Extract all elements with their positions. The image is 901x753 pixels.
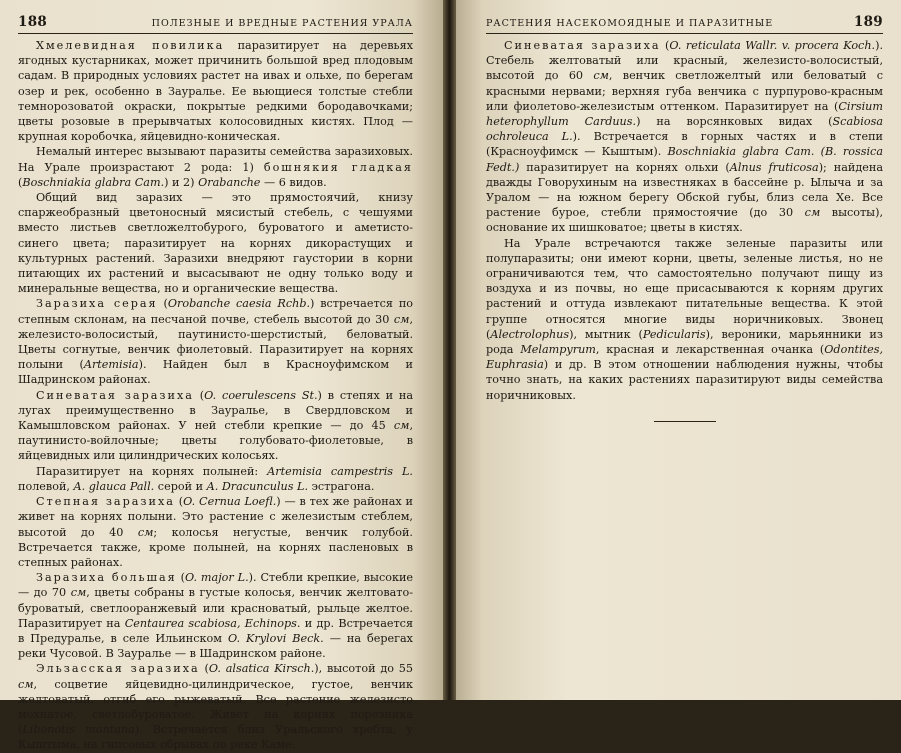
right-running-head xyxy=(486,14,883,34)
paragraph: Эльзасская заразиха (O. alsatica Kirsch.), высотой до 55 см, соцветие яйцевидно-цилиндрическое, густое, венчик желтоватый, отгиб его рыжеватый. Все растение железисто мохнатое, светлобуроватое. Живет на корнях порезника (Libonotis montana). Встречается близ Уральского хребта, у Кыштыма, на гипсовых обрывах по реке Каме. xyxy=(18,662,414,752)
paragraph: Хмелевидная повилика паразитирует на деревьях ягодных кустарниках, может причинить большой вред плодовым садам. В природных условиях растет на ивах и ольхе, по берегам озер и рек, особенно в Зауралье. Ее вьющиеся толстые стебли темнорозоватой окраски, покрытые редкими бородавочками; цветы розовые в прерывчатых колосовидных кистях. Плод — крупная коробочка, яйцевидно-коническая. xyxy=(18,39,413,144)
paragraph: Общий вид заразих — это прямостоячий, книзу спаржеобразный цветоносный мясистый стебель, с чешуями вместо листьев светложелтобурого, буроватого и аметисто-синего цвета; паразитирует на корнях дикорастущих и культурных растений. Заразихи внедряют гаустории в корни питающих их растений и высасывают не одну только воду и минеральные вещества, но и органические вещества. xyxy=(18,191,413,296)
right-page xyxy=(456,0,901,700)
right-page-text xyxy=(486,38,883,422)
paragraph: Паразитирует на корнях полыней: Artemisia campestris L. полевой, A. glauca Pall. серой и A. Dracunculus L. эстрагона. xyxy=(18,464,413,493)
paragraph: На Урале встречаются также зеленые паразиты или полупаразиты; они имеют корни, цветы, зеленые листья, но не ограничиваются тем, что самостоятельно получают пищу из воздуха и из почвы, но еще присасываются к корням других растений и оттуда извлекают питательные вещества. К этой группе относятся многие виды норичниковых. Звонец (Alectrolophus), мытник (Pedicularis), вероники, марьянники из рода Melampyrum, красная и лекарственная очанка (Odontites, Euphrasia) и др. В этом отношении наблюдения нужны, чтобы точно знать, на каких растениях паразитируют виды семейства норичниковых. xyxy=(486,236,884,402)
paragraph: Заразиха большая (O. major L.). Стебли крепкие, высокие — до 70 см, цветы собраны в густые колосья, венчик желтовато-буроватый, светлооранжевый или красноватый, рыльце желтое. Паразитирует на Centaurea scabiosa, Echinops. и др. Встречается в Предуралье, в селе Ильинском O. Krylovi Beck. — на берегах реки Чусовой. В Зауралье — в Шадринском районе. xyxy=(18,571,414,661)
right-page-number: 189 xyxy=(853,14,883,30)
section-end-rule xyxy=(654,421,716,422)
left-running-title: ПОЛЕЗНЫЕ И ВРЕДНЫЕ РАСТЕНИЯ УРАЛА xyxy=(151,18,413,29)
left-page xyxy=(0,0,443,752)
paragraph: Заразиха серая (Orobanche caesia Rchb.) встречается по степным склонам, на песчаной почве, стебель высотой до 30 см, железисто-волосистый, паутинисто-шерстистый, беловатый. Цветы согнутые, венчик фиолетовый. Паразитирует на корнях полыни (Artemisia). Найден был в Красноуфимском и Шадринском районах. xyxy=(18,297,414,387)
left-page-number: 188 xyxy=(18,14,48,30)
paragraph: Синеватая заразиха (O. reticulata Wallr. v. procera Koch.). Стебель желтоватый или красный, железисто-волосистый, высотой до 60 см, венчик светложелтый или беловатый с красными нервами; верхняя губа венчика с пурпурово-красным или фиолетово-железистым оттенком. Паразитирует на (Cirsium heterophyllum Carduus.) на ворсянковых видах (Scabiosa ochroleuca L.). Встречается в горных частях и в степи (Красноуфимск — Кыштым). Boschniakia glabra Cam. (B. rossica Fedt.) паразитирует на корнях ольхи (Alnus fruticosa); найдена дважды Говорухиным на известняках в бассейне р. Ылыча и за Уралом — на южном берегу Обской губы, близ села Хе. Все растение бурое, стебли прямостоячие (до 30 см высоты), основание их шишковатое; цветы в кистях. xyxy=(486,39,884,235)
paragraph: Синеватая заразиха (O. coerulescens St.) в степях и на лугах преимущественно в Зауралье, в Свердловском и Камышловском районах. У ней стебли крепкие — до 45 см, паутинисто-войлочные; цветы голубовато-фиолетовые, в яйцевидных или цилиндрических колосьях. xyxy=(18,388,413,463)
left-running-head xyxy=(18,14,413,34)
book-gutter xyxy=(443,0,456,700)
left-page-text xyxy=(18,38,413,753)
paragraph: Степная заразиха (O. Cernua Loefl.) — в тех же районах и живет на корнях полыни. Это растение с железистым стеблем, высотой до 40 см; колосья негустые, венчик голубой. Встречается также, кроме полыней, на корнях пасленовых в степных районах. xyxy=(18,495,413,569)
paragraph: Немалый интерес вызывают паразиты семейства заразиховых. На Урале произрастают 2 рода: 1) бошнякия гладкая (Boschniakia glabra Cam.) и 2) Orabanche — 6 видов. xyxy=(18,145,413,189)
right-running-title: РАСТЕНИЯ НАСЕКОМОЯДНЫЕ И ПАРАЗИТНЫЕ xyxy=(486,18,774,29)
